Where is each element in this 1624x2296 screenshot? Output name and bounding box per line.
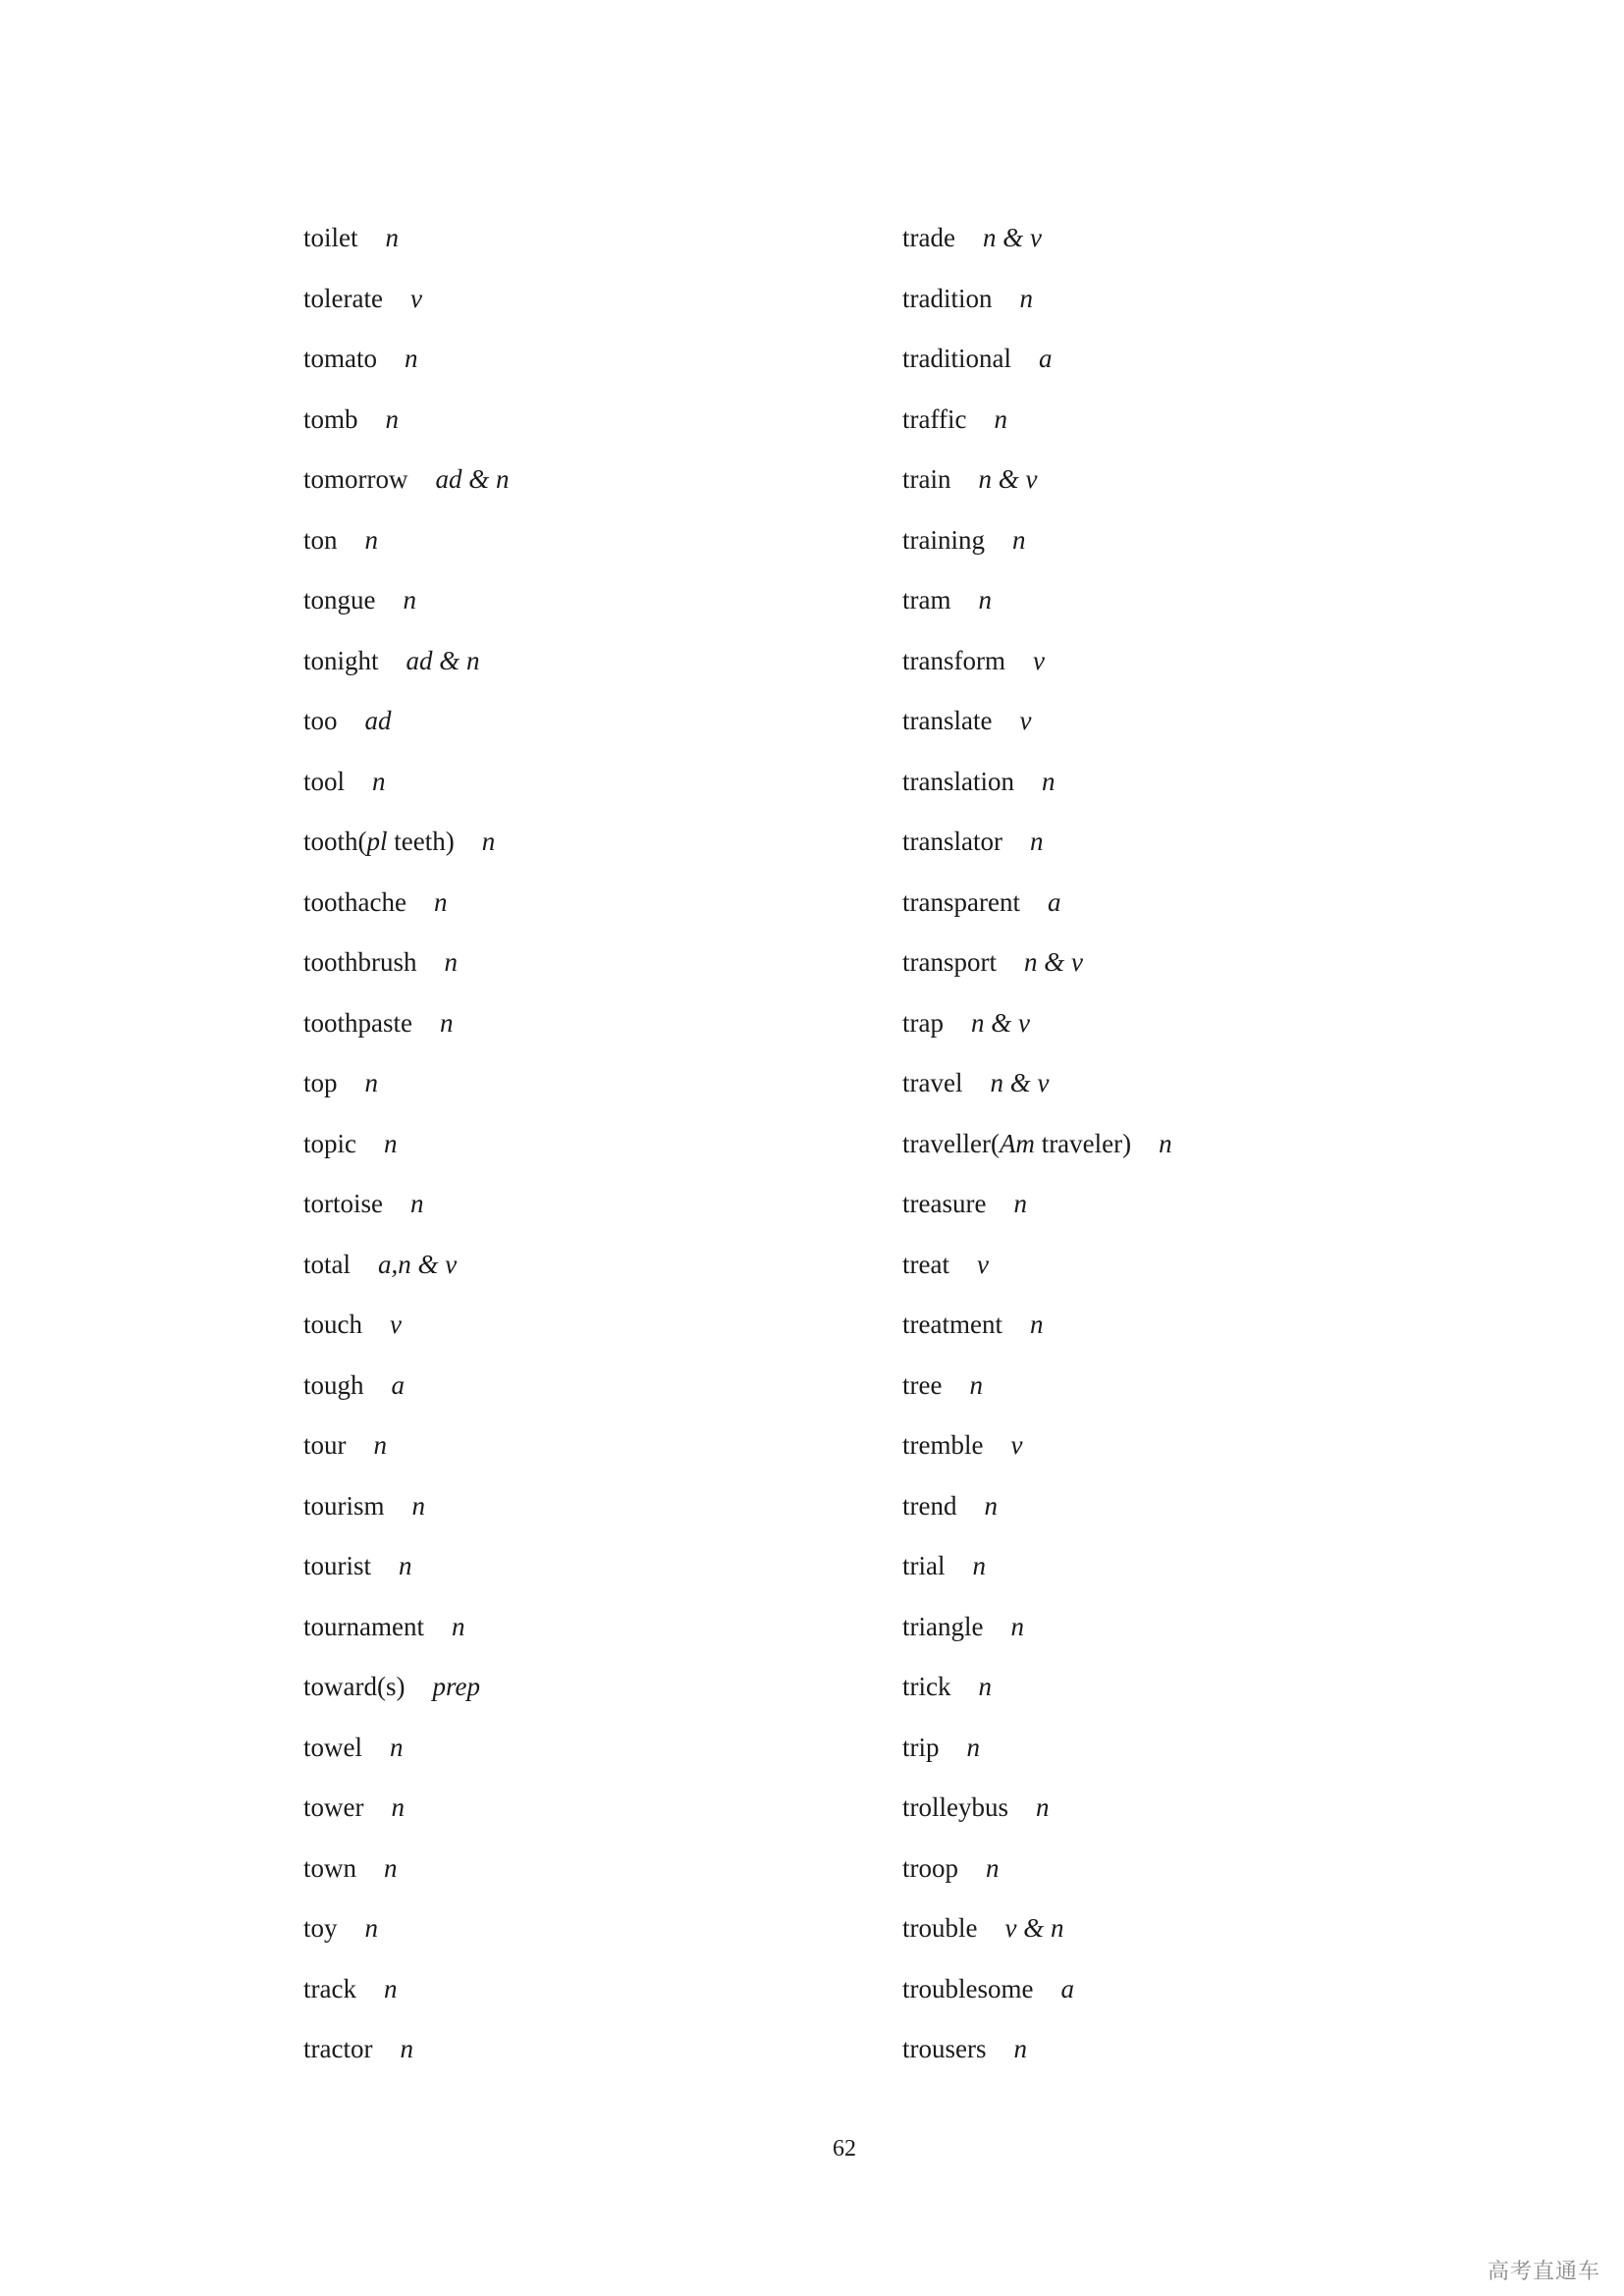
- part-of-speech: n: [403, 585, 416, 614]
- vocab-word: tool: [303, 766, 346, 796]
- vocab-entry: [303, 1417, 853, 1478]
- part-of-speech: n: [1013, 1189, 1027, 1218]
- part-of-speech: ad & n: [406, 645, 480, 675]
- part-of-speech: n: [405, 344, 418, 373]
- part-of-speech: v: [409, 283, 422, 313]
- vocab-word: traffic: [902, 403, 967, 434]
- part-of-speech: a,n & v: [378, 1249, 458, 1279]
- vocab-word: trend: [902, 1490, 957, 1521]
- part-of-speech: n & v: [1023, 947, 1083, 977]
- vocab-entry: [303, 934, 853, 995]
- vocab-entry: [902, 271, 1452, 332]
- vocab-word: transparent: [902, 886, 1020, 917]
- part-of-speech: n: [364, 1068, 379, 1097]
- vocab-entry: [303, 1538, 853, 1599]
- vocab-entry: [902, 1841, 1452, 1901]
- vocab-entry: [303, 1358, 853, 1418]
- vocab-entry: [303, 452, 853, 512]
- vocab-word: transform: [902, 645, 1005, 675]
- vocab-word: toothbrush: [303, 947, 417, 977]
- vocab-word: transport: [902, 947, 997, 977]
- vocab-entry: [303, 1720, 853, 1781]
- vocab-word: tongue: [303, 585, 376, 614]
- part-of-speech: n: [978, 1672, 992, 1701]
- vocab-entry: [303, 512, 853, 573]
- vocab-word: too: [303, 706, 338, 735]
- part-of-speech: n: [411, 1490, 426, 1521]
- vocab-entry: [902, 814, 1452, 875]
- part-of-speech: ad: [364, 706, 392, 735]
- vocab-entry: [303, 572, 853, 633]
- part-of-speech: n: [444, 947, 459, 977]
- part-of-speech: prep: [432, 1672, 480, 1701]
- part-of-speech: n: [1029, 1309, 1044, 1339]
- vocab-word: trick: [902, 1672, 951, 1701]
- part-of-speech: n: [372, 766, 386, 796]
- vocab-entry: [902, 1297, 1452, 1358]
- vocab-entry: [303, 1055, 853, 1116]
- vocab-word: treat: [902, 1249, 949, 1279]
- vocab-word: tree: [902, 1369, 943, 1400]
- vocab-word: tonight: [303, 645, 379, 675]
- part-of-speech: v: [1019, 706, 1032, 735]
- vocab-word: tourist: [303, 1551, 372, 1580]
- vocab-entry: [902, 1720, 1452, 1781]
- part-of-speech: n: [410, 1189, 424, 1218]
- vocab-entry: [303, 210, 853, 271]
- part-of-speech: n: [1019, 283, 1033, 313]
- vocab-word: tram: [902, 585, 951, 614]
- vocab-entry: [902, 452, 1452, 512]
- vocab-word: trade: [902, 223, 955, 252]
- vocab-word: tomorrow: [303, 464, 408, 494]
- part-of-speech: n: [364, 1913, 379, 1943]
- vocab-word: tolerate: [303, 283, 383, 313]
- vocab-entry: [902, 1237, 1452, 1298]
- vocab-word: toothache: [303, 886, 406, 917]
- vocab-entry: [303, 875, 853, 935]
- vocab-entry: [902, 693, 1452, 754]
- vocab-word: troop: [902, 1852, 958, 1883]
- part-of-speech: a: [1047, 886, 1061, 917]
- vocab-word: ton: [303, 524, 338, 555]
- vocab-entry: [902, 1358, 1452, 1418]
- part-of-speech: n: [966, 1732, 980, 1762]
- vocab-entry: [303, 814, 853, 875]
- part-of-speech: ad & n: [435, 464, 510, 494]
- part-of-speech: a: [1038, 344, 1053, 373]
- vocab-word: tortoise: [303, 1189, 383, 1218]
- vocab-word: traveller(Am traveler): [902, 1128, 1132, 1158]
- vocab-entry: [902, 331, 1452, 392]
- vocab-entry: [303, 1900, 853, 1961]
- vocab-entry: [303, 1237, 853, 1298]
- part-of-speech: a: [391, 1369, 406, 1400]
- part-of-speech: a: [1060, 1973, 1074, 2003]
- part-of-speech: n: [1011, 524, 1026, 555]
- vocab-entry: [902, 633, 1452, 694]
- vocab-word: topic: [303, 1128, 356, 1158]
- vocab-word: touch: [303, 1309, 362, 1339]
- vocab-word: trap: [902, 1007, 944, 1038]
- vocab-entry: [902, 1478, 1452, 1539]
- part-of-speech: v & n: [1004, 1913, 1064, 1943]
- vocab-entry: [303, 1659, 853, 1720]
- vocab-entry: [902, 1659, 1452, 1720]
- vocab-word: top: [303, 1068, 338, 1097]
- part-of-speech: n: [994, 403, 1007, 434]
- vocab-entry: [902, 934, 1452, 995]
- part-of-speech: n: [390, 1732, 404, 1762]
- vocab-entry: [303, 1780, 853, 1841]
- vocab-entry: [902, 2021, 1452, 2082]
- vocab-entry: [902, 1538, 1452, 1599]
- vocab-entry: [303, 271, 853, 332]
- vocab-word: tour: [303, 1430, 347, 1460]
- vocab-word: translate: [902, 706, 993, 735]
- part-of-speech: n & v: [982, 223, 1042, 252]
- vocab-entry: [902, 1780, 1452, 1841]
- part-of-speech: n: [385, 403, 400, 434]
- vocab-entry: [303, 331, 853, 392]
- vocab-word: troublesome: [902, 1973, 1034, 2003]
- vocab-word: translation: [902, 766, 1014, 796]
- part-of-speech: n: [373, 1430, 387, 1460]
- vocab-entry: [303, 392, 853, 453]
- vocab-entry: [902, 1417, 1452, 1478]
- vocab-word: trial: [902, 1551, 946, 1580]
- vocab-entry: [902, 1176, 1452, 1237]
- part-of-speech: n: [972, 1551, 986, 1580]
- vocab-entry: [902, 1900, 1452, 1961]
- vocab-entry: [303, 633, 853, 694]
- vocab-entry: [303, 1297, 853, 1358]
- part-of-speech: n: [1013, 2034, 1027, 2063]
- vocab-word: total: [303, 1249, 351, 1279]
- vocab-word: toward(s): [303, 1672, 406, 1701]
- part-of-speech: n: [1010, 1611, 1024, 1641]
- part-of-speech: n: [391, 1792, 405, 1822]
- vocab-word: trip: [902, 1732, 940, 1762]
- vocab-word: trousers: [902, 2034, 987, 2063]
- page-number: 62: [833, 2136, 856, 2162]
- part-of-speech: n: [399, 1551, 412, 1580]
- vocab-entry: [303, 1116, 853, 1177]
- part-of-speech: n: [1036, 1792, 1050, 1822]
- vocab-entry: [303, 1841, 853, 1901]
- watermark-text: 高考直通车: [1487, 2260, 1600, 2284]
- vocab-word: translator: [902, 827, 1002, 856]
- word-list-left: [303, 210, 853, 2082]
- part-of-speech: n: [364, 524, 379, 555]
- vocab-entry: [902, 754, 1452, 815]
- part-of-speech: n: [1029, 827, 1044, 856]
- vocab-entry: [303, 995, 853, 1056]
- vocab-entry: [303, 754, 853, 815]
- part-of-speech: v: [1010, 1430, 1023, 1460]
- vocab-word: tower: [303, 1792, 364, 1822]
- vocab-entry: [303, 2021, 853, 2082]
- part-of-speech: n & v: [978, 464, 1038, 494]
- part-of-speech: n: [969, 1369, 983, 1400]
- part-of-speech: n: [439, 1007, 454, 1038]
- vocab-word: treatment: [902, 1309, 1002, 1339]
- vocab-word: training: [902, 524, 985, 555]
- vocab-entry: [303, 1176, 853, 1237]
- vocab-word: toy: [303, 1913, 338, 1943]
- vocab-word: towel: [303, 1732, 362, 1762]
- vocab-word: treasure: [902, 1189, 987, 1218]
- part-of-speech: n: [481, 827, 496, 856]
- vocab-entry: [902, 210, 1452, 271]
- vocab-word: tomato: [303, 344, 377, 373]
- part-of-speech: n: [1159, 1128, 1172, 1158]
- vocab-word: tough: [303, 1369, 364, 1400]
- vocab-word: train: [902, 464, 951, 494]
- vocab-entry: [303, 1599, 853, 1660]
- vocab-word: trolleybus: [902, 1792, 1008, 1822]
- vocab-word: travel: [902, 1068, 963, 1097]
- vocab-word: tooth(pl teeth): [303, 827, 455, 856]
- vocab-word: track: [303, 1973, 356, 2003]
- vocab-word: toilet: [303, 223, 358, 252]
- vocab-word: toothpaste: [303, 1007, 412, 1038]
- vocab-word: tournament: [303, 1611, 424, 1641]
- part-of-speech: n: [433, 886, 448, 917]
- vocab-entry: [303, 1478, 853, 1539]
- vocab-entry: [902, 512, 1452, 573]
- part-of-speech: n: [1041, 766, 1056, 796]
- vocab-word: tourism: [303, 1490, 385, 1521]
- part-of-speech: n: [400, 2034, 413, 2063]
- vocab-entry: [902, 875, 1452, 935]
- vocab-entry: [902, 1055, 1452, 1116]
- vocab-word: tradition: [902, 283, 993, 313]
- part-of-speech: n: [986, 1852, 1000, 1883]
- part-of-speech: v: [976, 1249, 989, 1279]
- vocab-entry: [902, 995, 1452, 1056]
- vocab-word: trouble: [902, 1913, 978, 1943]
- vocab-entry: [303, 1961, 853, 2022]
- vocab-word: triangle: [902, 1611, 984, 1641]
- part-of-speech: n & v: [990, 1068, 1050, 1097]
- part-of-speech: n: [984, 1490, 998, 1521]
- part-of-speech: n: [451, 1611, 465, 1641]
- part-of-speech: n & v: [970, 1007, 1030, 1038]
- vocab-entry: [902, 392, 1452, 453]
- part-of-speech: v: [390, 1309, 402, 1339]
- vocab-entry: [902, 572, 1452, 633]
- vocab-word: tractor: [303, 2034, 373, 2063]
- vocab-entry: [303, 693, 853, 754]
- part-of-speech: n: [384, 1128, 398, 1158]
- part-of-speech: n: [383, 1973, 398, 2003]
- word-list-right: [902, 210, 1452, 2082]
- vocab-entry: [902, 1116, 1452, 1177]
- vocab-word: tremble: [902, 1430, 984, 1460]
- vocab-word: traditional: [902, 344, 1011, 373]
- part-of-speech: n: [385, 223, 399, 252]
- part-of-speech: n: [384, 1852, 398, 1883]
- vocab-entry: [902, 1961, 1452, 2022]
- vocab-word: town: [303, 1852, 356, 1883]
- vocab-entry: [902, 1599, 1452, 1660]
- vocab-word: tomb: [303, 403, 358, 434]
- part-of-speech: n: [978, 585, 992, 614]
- part-of-speech: v: [1032, 645, 1045, 675]
